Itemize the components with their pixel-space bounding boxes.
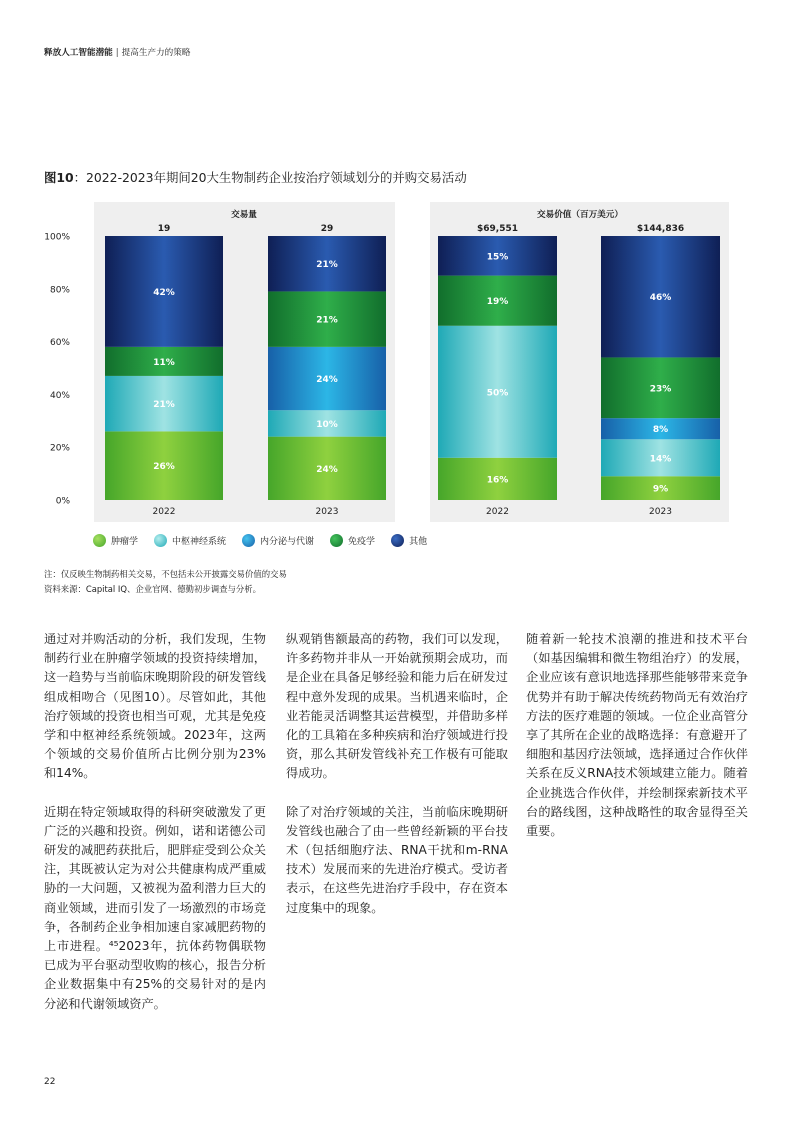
- bar-data-label: 9%: [652, 484, 669, 495]
- legend-item-other: [391, 534, 427, 547]
- legend-swatch-endocrine: [242, 534, 255, 547]
- legend-label-other: 其他: [409, 536, 428, 547]
- y-tick-label: 0%: [55, 496, 70, 507]
- chart-source: 资料来源：Capital IQ、企业官网、德勤初步调查与分析。: [44, 584, 261, 594]
- bar-data-label: 21%: [153, 400, 175, 411]
- x-category-label: 2022: [486, 507, 509, 517]
- bar-data-label: 50%: [486, 388, 509, 399]
- figure-caption: ：2022-2023年期间20大生物制药企业按治疗领域划分的并购交易活动: [73, 170, 467, 185]
- bar-data-label: 8%: [652, 425, 669, 436]
- legend-item-endocrine: [242, 534, 314, 547]
- header-title: 释放人工智能潜能: [44, 48, 113, 58]
- bar-total-label: 19: [157, 224, 171, 234]
- paragraph: 随着新一轮技术浪潮的推进和技术平台（如基因编辑和微生物组治疗）的发展，企业应该有意识地选择那些能够带来竞争优势并有助于解决传统药物尚无有效治疗方法的医疗难题的领域。一位企业高管分享了其所在企业的战略选择：有意避开了细胞和基因疗法领域，选择通过合作伙伴关系在反义RNA技术领域建立能力。随着企业挑选合作伙伴，并绘制探索新技术平台的路线图，这种战略性的取舍显得至关重要。: [526, 632, 748, 839]
- stacked-bar-chart: [0, 0, 793, 560]
- y-tick-label: 40%: [49, 390, 70, 401]
- bar-data-label: 42%: [153, 287, 175, 298]
- figure-label: 图10: [44, 170, 74, 185]
- legend-label-cns: 中枢神经系统: [172, 536, 227, 547]
- legend-label-endocrine: 内分泌与代谢: [260, 536, 315, 547]
- x-category-label: 2023: [315, 507, 339, 517]
- paragraph: 通过对并购活动的分析，我们发现，生物制药行业在肿瘤学领域的投资持续增加，这一趋势与当前临床晚期阶段的研发管线组成相吻合（见图10）。尽管如此，其他治疗领域的投资也相当可观，尤其是免疫学和中枢神经系统领域。2023年，这两个领域的交易价值所占比例分别为23%和14%。: [44, 632, 266, 781]
- body-column-1: [44, 630, 266, 1033]
- chart-title-volume: 交易量: [231, 210, 257, 220]
- paragraph: 除了对治疗领域的关注，当前临床晚期研发管线也融合了由一些曾经新颖的平台技术（包括细胞疗法、RNA干扰和m-RNA技术）发展而来的先进治疗模式。受访者表示，在这些先进治疗手段中，存在资本过度集中的现象。: [286, 804, 508, 915]
- bar-data-label: 24%: [316, 464, 338, 475]
- bar-data-label: 16%: [486, 475, 509, 486]
- x-category-label: 2022: [152, 507, 176, 517]
- legend-item-immunology: [330, 534, 375, 547]
- y-tick-label: 100%: [44, 232, 70, 243]
- chart-title-value: 交易价值（百万美元）: [537, 210, 623, 220]
- body-column-3: [526, 630, 748, 860]
- legend-label-immunology: 免疫学: [348, 536, 376, 547]
- bar-data-label: 15%: [486, 252, 509, 263]
- paragraph: 近期在特定领域取得的科研突破激发了更广泛的兴趣和投资。例如，诺和诺德公司研发的减肥药获批后，肥胖症受到公众关注，其既被认定为对公共健康构成严重威胁的一大问题，又被视为盈利潜力巨大的商业领域，进而引发了一场激烈的市场竞争，各制药企业争相加速自家减肥药物的上市进程。⁴⁵2023年，抗体药物偶联物已成为平台驱动型收购的核心，报告分析企业数据集中有25%的交易针对的是内分泌和代谢领域资产。: [44, 804, 266, 1011]
- paragraph: 纵观销售额最高的药物，我们可以发现，许多药物并非从一开始就预期会成功，而是企业在具备足够经验和能力后在研发过程中意外发现的成果。当机遇来临时，企业若能灵活调整其运营模型，并借助多样化的工具箱在多种疾病和治疗领域进行投资，那么其研发管线补充工作极有可能取得成功。: [286, 632, 508, 781]
- legend-item-cns: [154, 534, 226, 547]
- legend-swatch-immunology: [330, 534, 343, 547]
- page-number: 22: [44, 1077, 56, 1087]
- y-tick-label: 60%: [49, 338, 70, 349]
- header-separator: |: [115, 48, 119, 58]
- body-column-2: [286, 630, 508, 937]
- legend-item-oncology: [93, 534, 138, 547]
- header-subtitle: 提高生产力的策略: [121, 48, 191, 58]
- bar-data-label: 19%: [486, 297, 509, 308]
- bar-data-label: 23%: [649, 384, 672, 395]
- chart-legend: [93, 530, 427, 550]
- legend-swatch-cns: [154, 534, 167, 547]
- bar-data-label: 21%: [316, 260, 338, 271]
- bar-data-label: 26%: [153, 462, 175, 473]
- bar-data-label: 24%: [316, 375, 338, 386]
- bar-data-label: 46%: [649, 293, 672, 304]
- legend-swatch-other: [391, 534, 404, 547]
- bar-total-label: $69,551: [477, 224, 518, 234]
- bar-data-label: 11%: [153, 357, 175, 368]
- x-category-label: 2023: [649, 507, 672, 517]
- bar-data-label: 21%: [316, 315, 338, 326]
- bar-total-label: $144,836: [636, 224, 685, 234]
- legend-label-oncology: 肿瘤学: [111, 536, 139, 547]
- y-tick-label: 20%: [49, 443, 70, 454]
- bar-total-label: 29: [320, 224, 334, 234]
- y-tick-label: 80%: [49, 285, 70, 296]
- legend-swatch-oncology: [93, 534, 106, 547]
- bar-data-label: 10%: [316, 419, 338, 430]
- bar-data-label: 14%: [649, 454, 672, 465]
- chart-note: 注：仅反映生物制药相关交易，不包括未公开披露交易价值的交易: [44, 569, 287, 579]
